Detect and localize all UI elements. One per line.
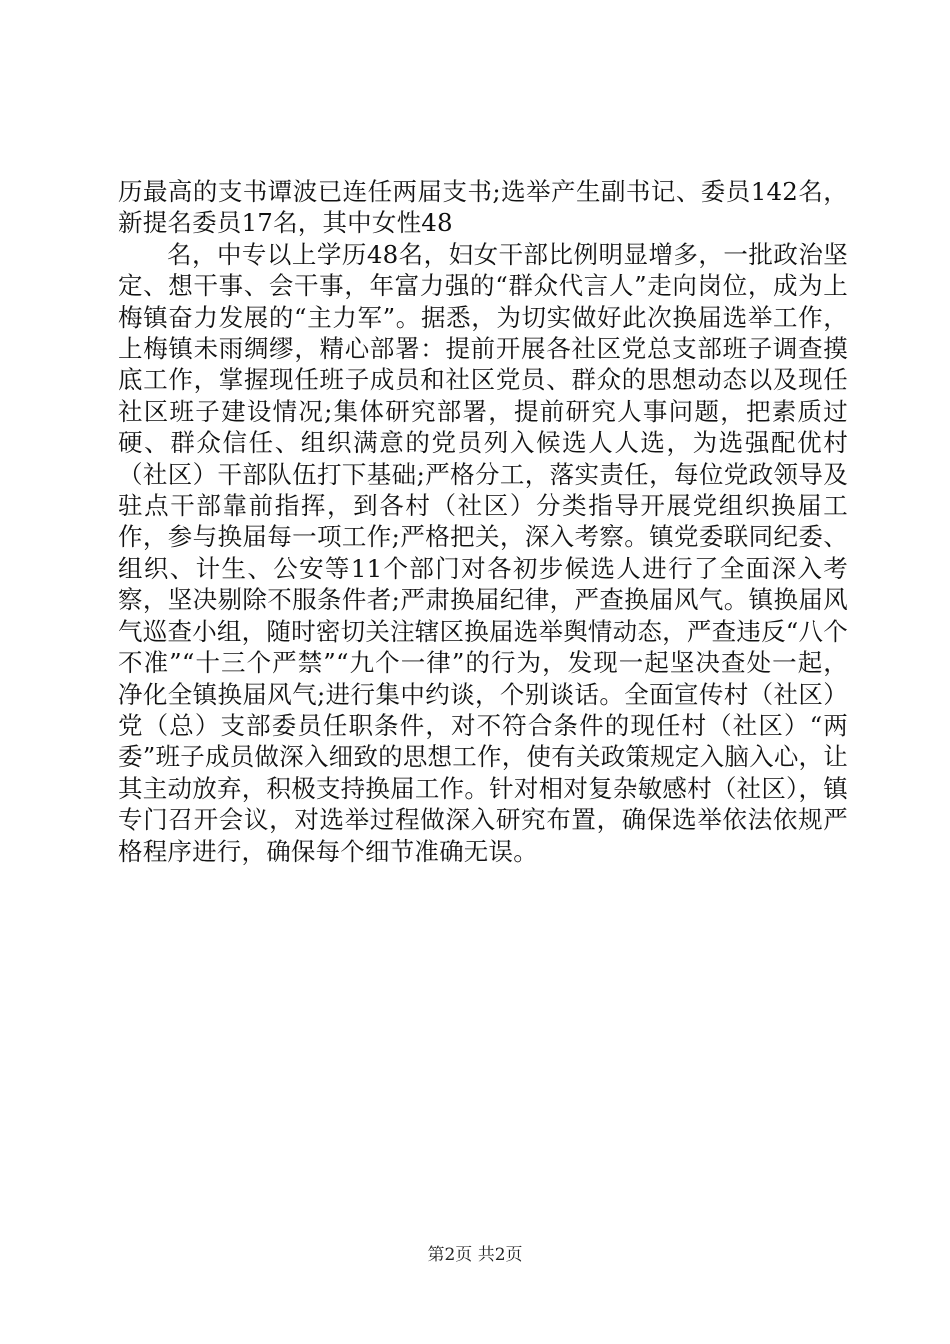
- paragraph-1: 历最高的支书谭波已连任两届支书;选举产生副书记、委员142名，新提名委员17名，其中女性48: [118, 177, 848, 238]
- page-footer: [0, 1244, 950, 1266]
- paragraph-2: 名，中专以上学历48名，妇女干部比例明显增多，一批政治坚定、想干事、会干事，年富力强的“群众代言人”走向岗位，成为上梅镇奋力发展的“主力军”。据悉，为切实做好此次换届选举工作，上梅镇未雨绸缪，精心部署：提前开展各社区党总支部班子调查摸底工作，掌握现任班子成员和社区党员、群众的思想动态以及现任社区班子建设情况;集体研究部署，提前研究人事问题，把素质过硬、群众信任、组织满意的党员列入候选人人选，为选强配优村（社区）干部队伍打下基础;严格分工，落实责任，每位党政领导及驻点干部靠前指挥，到各村（社区）分类指导开展党组织换届工作，参与换届每一项工作;严格把关，深入考察。镇党委联同纪委、组织、计生、公安等11个部门对各初步候选人进行了全面深入考察，坚决剔除不服条件者;严肃换届纪律，严查换届风气。镇换届风气巡查小组，随时密切关注辖区换届选举舆情动态，严查违反“八个不准”“十三个严禁”“九个一律”的行为，发现一起坚决查处一起，净化全镇换届风气;进行集中约谈，个别谈话。全面宣传村（社区）党（总）支部委员任职条件，对不符合条件的现任村（社区）“两委”班子成员做深入细致的思想工作，使有关政策规定入脑入心，让其主动放弃，积极支持换届工作。针对相对复杂敏感村（社区），镇专门召开会议，对选举过程做深入研究布置，确保选举依法依规严格程序进行，确保每个细节准确无误。: [118, 239, 848, 866]
- page-number-label: 第2页 共2页: [427, 1245, 523, 1265]
- document-body: [118, 176, 848, 867]
